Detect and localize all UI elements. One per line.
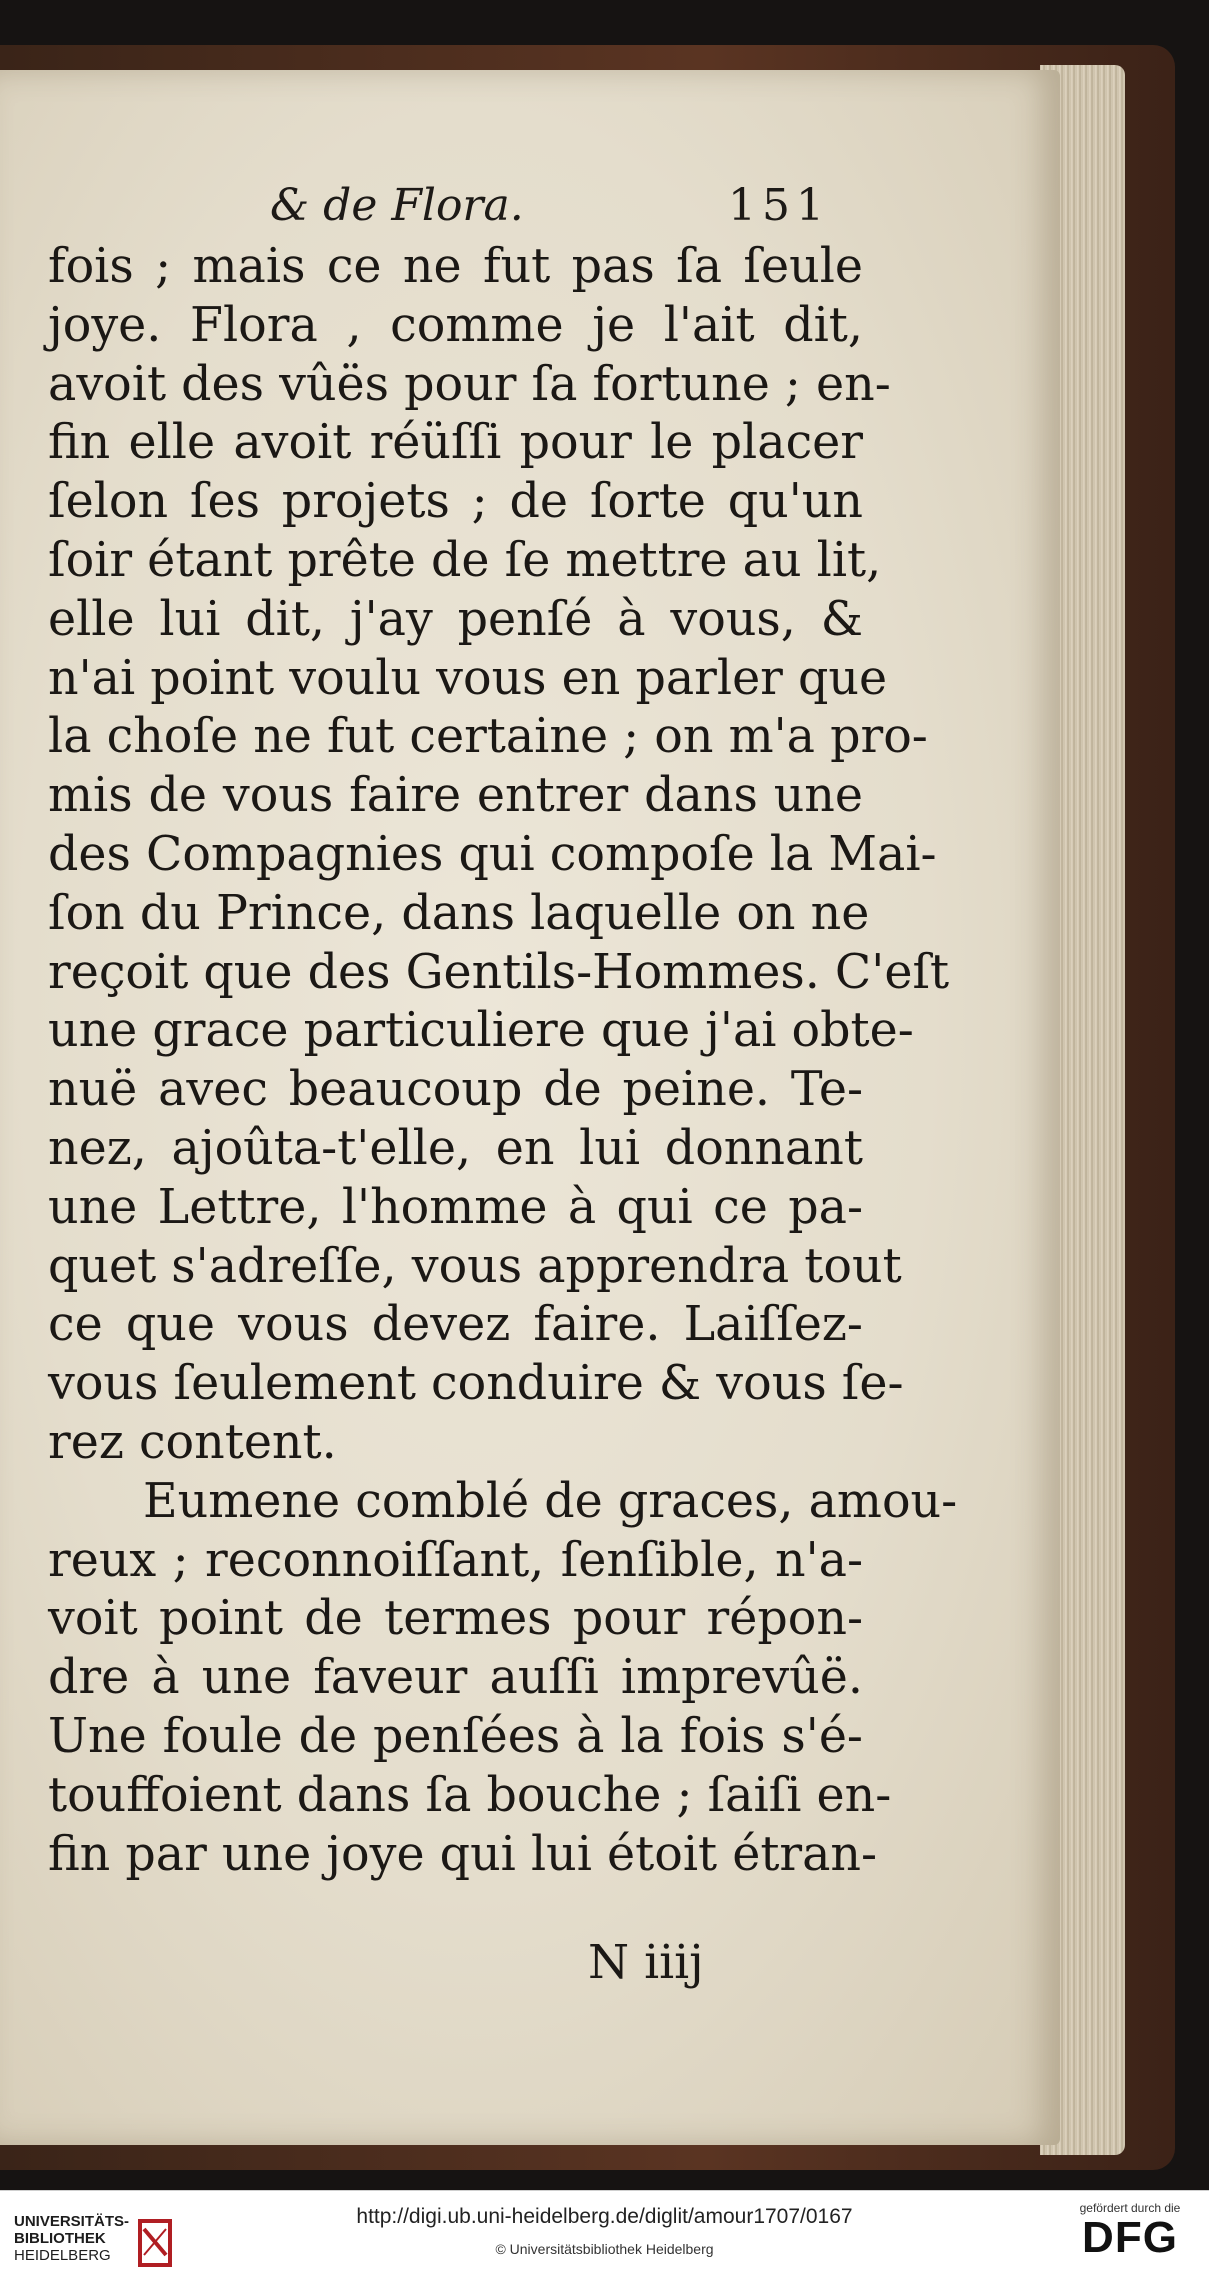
page-number: 151 — [728, 180, 830, 231]
viewer-footer — [0, 2190, 1209, 2282]
text-line: n'ai point voulu vous en parler que — [48, 650, 888, 706]
text-line: rez content. — [48, 1414, 337, 1470]
text-line: vous ſeulement conduire & vous ſe- — [48, 1356, 904, 1412]
copyright-notice: © Universitätsbibliothek Heidelberg — [495, 2241, 714, 2257]
text-line: quet s'adreſſe, vous apprendra tout — [48, 1238, 902, 1294]
text-line: ſon du Prince, dans laquelle on ne — [48, 885, 870, 941]
text-line: avoit des vûës pour ſa fortune ; en- — [48, 356, 891, 412]
library-name-line1: UNIVERSITÄTS- — [14, 2213, 130, 2230]
library-name-line2: BIBLIOTHEK — [14, 2230, 106, 2247]
text-line: ſelon ſes projets ; de ſorte qu'un — [48, 474, 863, 530]
permalink-url[interactable]: http://digi.ub.uni-heidelberg.de/diglit/amour1707/0167 — [356, 2205, 853, 2228]
text-line: la choſe ne fut certaine ; on m'a pro- — [48, 709, 928, 765]
signature-mark: N iiij — [588, 1935, 704, 1990]
text-line: ſoir étant prête de ſe mettre au lit, — [48, 532, 882, 588]
text-line: fin par une joye qui lui étoit étran- — [48, 1826, 878, 1882]
library-name-line3: HEIDELBERG — [14, 2247, 111, 2264]
text-line: reçoit que des Gentils-Hommes. C'eſt — [48, 944, 950, 1000]
text-line: mis de vous faire entrer dans une — [48, 768, 863, 824]
text-line: une grace particuliere que j'ai obte- — [48, 1003, 914, 1059]
text-line: nuë avec beaucoup de peine. Te- — [48, 1062, 863, 1118]
dfg-logo-text: DFG — [1082, 2213, 1178, 2262]
text-line: voit point de termes pour répon- — [48, 1591, 863, 1647]
funder-logo[interactable] — [1065, 2201, 1195, 2273]
text-line: ce que vous devez faire. Laiſſez- — [48, 1297, 863, 1353]
text-line: une Lettre, l'homme à qui ce pa- — [48, 1179, 863, 1235]
body-text — [48, 238, 958, 1884]
text-line: reux ; reconnoiſſant, ſenſible, n'a- — [48, 1532, 863, 1588]
text-line: Eumene comblé de graces, amou- — [143, 1473, 958, 1529]
text-line: joye. Flora , comme je l'ait dit, — [48, 297, 863, 353]
text-line: Une foule de penſées à la fois s'é- — [48, 1708, 863, 1764]
text-line: des Compagnies qui compoſe la Mai- — [48, 826, 937, 882]
text-line: fois ; mais ce ne fut pas ſa ſeule — [48, 239, 863, 294]
running-head-title: & de Flora. — [270, 180, 524, 231]
funder-note: gefördert durch die — [1079, 2201, 1181, 2215]
text-line: fin elle avoit réüſſi pour le placer — [48, 415, 863, 471]
text-line: nez, ajoûta-t'elle, en lui donnant — [48, 1120, 863, 1176]
text-line: touffoient dans ſa bouche ; ſaiſi en- — [48, 1767, 892, 1823]
text-line: dre à une faveur auſſi imprevûë. — [48, 1650, 863, 1706]
text-line: elle lui dit, j'ay penſé à vous, & — [48, 591, 863, 647]
